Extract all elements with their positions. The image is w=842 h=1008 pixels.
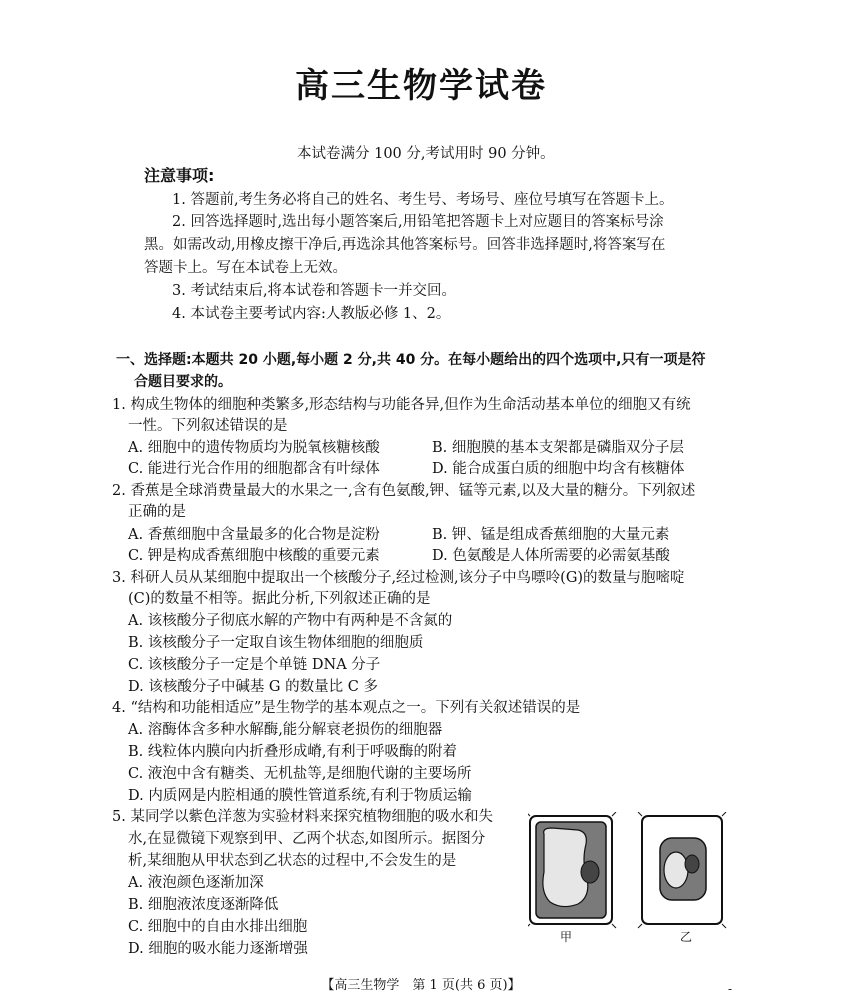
section-heading: 一、选择题:本题共 20 小题,每小题 2 分,共 40 分。在每小题给出的四个选项中,只有一项是符 — [116, 352, 706, 368]
question-5-stem: 析,某细胞从甲状态到乙状态的过程中,不会发生的是 — [128, 853, 457, 869]
question-4-option-a: A. 溶酶体含多种水解酶,能分解衰老损伤的细胞器 — [128, 722, 443, 738]
question-3-option-a: A. 该核酸分子彻底水解的产物中有两种是不含氮的 — [128, 613, 453, 629]
question-3-option-c: C. 该核酸分子一定是个单链 DNA 分子 — [128, 657, 381, 673]
question-3-option-b: B. 该核酸分子一定取自该生物体细胞的细胞质 — [128, 635, 424, 651]
question-2-option-d: D. 色氨酸是人体所需要的必需氨基酸 — [432, 548, 670, 564]
notice-line: 3. 考试结束后,将本试卷和答题卡一并交回。 — [172, 283, 457, 299]
question-5-option-d: D. 细胞的吸水能力逐渐增强 — [128, 941, 308, 957]
question-4-stem: 4. “结构和功能相适应”是生物学的基本观点之一。下列有关叙述错误的是 — [112, 700, 581, 716]
notice-line: 1. 答题前,考生务必将自己的姓名、考生号、考场号、座位号填写在答题卡上。 — [172, 192, 674, 208]
notice-line: 答题卡上。写在本试卷上无效。 — [144, 260, 347, 276]
question-4-option-b: B. 线粒体内膜向内折叠形成嵴,有利于呼吸酶的附着 — [128, 744, 457, 760]
page-footer: 【高三生物学 第 1 页(共 6 页)】 — [321, 978, 521, 993]
question-1-option-d: D. 能合成蛋白质的细胞中均含有核糖体 — [432, 461, 685, 477]
question-5-option-a: A. 液泡颜色逐渐加深 — [128, 875, 264, 891]
footer-mark: - — [727, 982, 732, 996]
question-4-option-d: D. 内质网是内腔相通的膜性管道系统,有利于物质运输 — [128, 788, 472, 804]
exam-subtitle: 本试卷满分 100 分,考试用时 90 分钟。 — [297, 146, 555, 162]
section-heading-cont: 合题目要求的。 — [134, 374, 232, 390]
question-1-option-c: C. 能进行光合作用的细胞都含有叶绿体 — [128, 461, 380, 477]
cell-state-yi — [638, 812, 726, 928]
question-2-option-b: B. 钾、锰是组成香蕉细胞的大量元素 — [432, 527, 670, 543]
question-3-option-d: D. 该核酸分子中碱基 G 的数量比 C 多 — [128, 679, 378, 695]
question-1-stem: 一性。下列叙述错误的是 — [128, 418, 288, 434]
plant-cell-figure — [528, 812, 728, 942]
question-5-option-c: C. 细胞中的自由水排出细胞 — [128, 919, 308, 935]
question-1-option-a: A. 细胞中的遗传物质均为脱氧核糖核酸 — [128, 440, 380, 456]
question-3-stem: (C)的数量不相等。据此分析,下列叙述正确的是 — [128, 591, 431, 607]
question-2-option-c: C. 钾是构成香蕉细胞中核酸的重要元素 — [128, 548, 380, 564]
question-1-option-b: B. 细胞膜的基本支架都是磷脂双分子层 — [432, 440, 684, 456]
question-2-stem: 正确的是 — [128, 504, 186, 520]
page-title: 高三生物学试卷 — [295, 66, 547, 106]
notice-line: 4. 本试卷主要考试内容:人教版必修 1、2。 — [172, 306, 451, 322]
question-4-option-c: C. 液泡中含有糖类、无机盐等,是细胞代谢的主要场所 — [128, 766, 472, 782]
cell-state-jia — [528, 812, 616, 928]
notice-line: 2. 回答选择题时,选出每小题答案后,用铅笔把答题卡上对应题目的答案标号涂 — [172, 214, 664, 230]
question-1-stem: 1. 构成生物体的细胞种类繁多,形态结构与功能各异,但作为生命活动基本单位的细胞又有统 — [112, 397, 691, 413]
notice-line: 黑。如需改动,用橡皮擦干净后,再选涂其他答案标号。回答非选择题时,将答案写在 — [144, 237, 666, 253]
figure-label-yi: 乙 — [680, 930, 693, 944]
figure-label-jia: 甲 — [560, 930, 573, 944]
question-2-stem: 2. 香蕉是全球消费量最大的水果之一,含有色氨酸,钾、锰等元素,以及大量的糖分。下列叙述 — [112, 483, 696, 499]
question-2-option-a: A. 香蕉细胞中含量最多的化合物是淀粉 — [128, 527, 380, 543]
question-5-stem: 水,在显微镜下观察到甲、乙两个状态,如图所示。据图分 — [128, 831, 486, 847]
notice-heading: 注意事项: — [144, 166, 215, 185]
question-5-option-b: B. 细胞液浓度逐渐降低 — [128, 897, 279, 913]
question-3-stem: 3. 科研人员从某细胞中提取出一个核酸分子,经过检测,该分子中鸟嘌呤(G)的数量与胞嘧啶 — [112, 570, 685, 586]
question-5-stem: 5. 某同学以紫色洋葱为实验材料来探究植物细胞的吸水和失 — [112, 809, 493, 825]
